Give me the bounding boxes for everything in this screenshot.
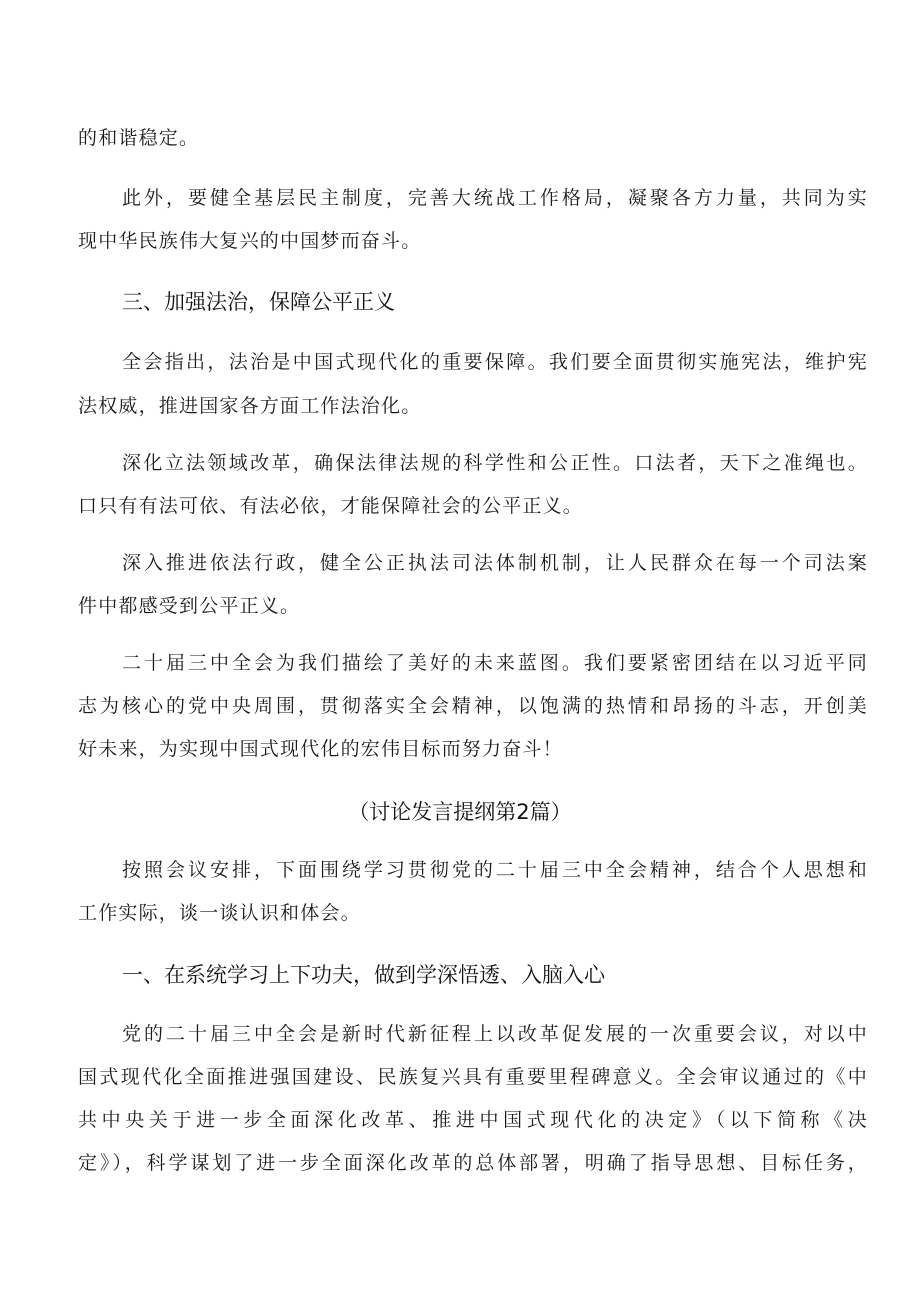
paragraph-base-democracy-line-1: 此外，要健全基层民主制度，完善大统战工作格局，凝聚各方力量，共同为实 [122, 187, 868, 209]
paragraph-plenum-meeting-line-1: 党的二十届三中全会是新时代新征程上以改革促发展的一次重要会议，对以中 [122, 1023, 868, 1045]
heading-rule-of-law: 三、加强法治，保障公平正义 [122, 290, 395, 314]
paragraph-base-democracy-line-2: 现中华民族伟大复兴的中国梦而奋斗。 [78, 230, 422, 252]
paragraph-blueprint-line-1: 二十届三中全会为我们描绘了美好的未来蓝图。我们要紧密团结在以习近平同 [122, 652, 868, 674]
paragraph-intro-line-1: 按照会议安排，下面围绕学习贯彻党的二十届三中全会精神，结合个人思想和 [122, 859, 868, 881]
paragraph-legislation-line-2: 口只有有法可依、有法必依，才能保障社会的公平正义。 [78, 495, 584, 517]
paragraph-continued-line-1: 的和谐稳定。 [78, 127, 200, 149]
paragraph-blueprint-line-3: 好未来，为实现中国式现代化的宏伟目标而努力奋斗！ [78, 738, 563, 760]
paragraph-plenum-law-line-2: 法权威，推进国家各方面工作法治化。 [78, 395, 422, 417]
section-title: （讨论发言提纲第2篇） [348, 800, 572, 824]
paragraph-administration-line-1: 深入推进依法行政，健全公正执法司法体制机制，让人民群众在每一个司法案 [122, 552, 868, 574]
paragraph-plenum-meeting-line-2: 国式现代化全面推进强国建设、民族复兴具有重要里程碑意义。全会审议通过的《中 [78, 1066, 868, 1088]
paragraph-plenum-meeting-line-4: 定》），科学谋划了进一步全面深化改革的总体部署，明确了指导思想、目标任务， [78, 1152, 868, 1174]
paragraph-intro-line-2: 工作实际，谈一谈认识和体会。 [78, 902, 361, 924]
heading-study: 一、在系统学习上下功夫，做到学深悟透、入脑入心 [122, 963, 605, 987]
paragraph-blueprint-line-2: 志为核心的党中央周围，贯彻落实全会精神，以饱满的热情和昂扬的斗志，开创美 [78, 695, 868, 717]
paragraph-plenum-law-line-1: 全会指出，法治是中国式现代化的重要保障。我们要全面贯彻实施宪法，维护宪 [122, 351, 868, 373]
paragraph-legislation-line-1: 深化立法领域改革，确保法律法规的科学性和公正性。口法者，天下之准绳也。 [122, 452, 868, 474]
paragraph-administration-line-2: 件中都感受到公平正义。 [78, 595, 301, 617]
paragraph-plenum-meeting-line-3: 共中央关于进一步全面深化改革、推进中国式现代化的决定》（以下简称《决 [78, 1109, 868, 1131]
